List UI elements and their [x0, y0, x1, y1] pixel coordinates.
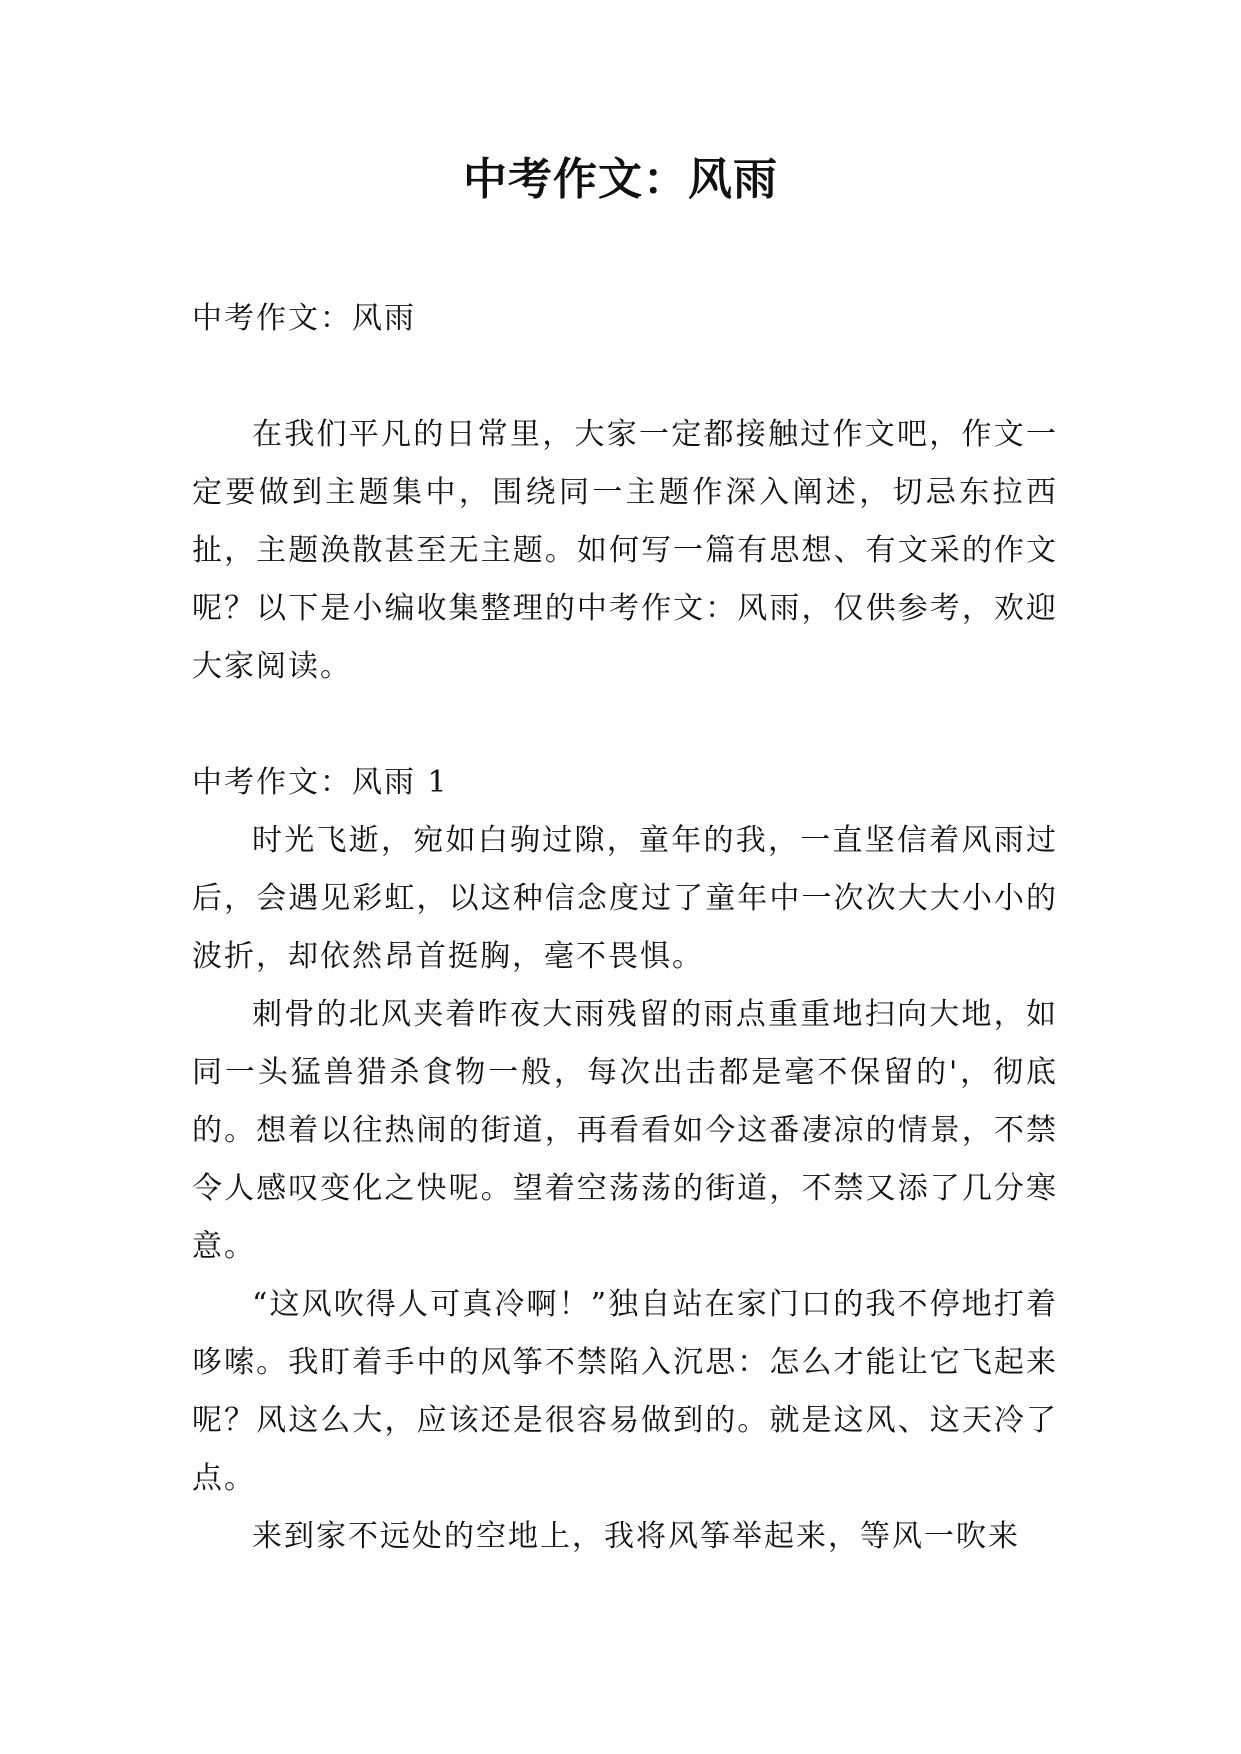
section-heading: 中考作文：风雨 1: [192, 765, 449, 800]
document-subtitle: 中考作文：风雨: [192, 301, 416, 336]
document-title: 中考作文：风雨: [463, 154, 778, 205]
spacer: [192, 348, 1058, 406]
body-paragraph: 刺骨的北风夹着昨夜大雨残留的雨点重重地扫向大地，如同一头猛兽猎杀食物一般，每次出击都是毫不保留的'，彻底的。想着以往热闹的街道，再看看如今这番凄凉的情景，不禁令人感叹变化之快呢。望着空荡荡的街道，不禁又添了几分寒意。: [192, 997, 1058, 1264]
body-paragraph: “这风吹得人可真冷啊！”独自站在家门口的我不停地打着哆嗦。我盯着手中的风筝不禁陷入沉思：怎么才能让它飞起来呢？风这么大，应该还是很容易做到的。就是这风、这天冷了点。: [192, 1287, 1058, 1496]
body-paragraph: 来到家不远处的空地上，我将风筝举起来，等风一吹来: [252, 1519, 1020, 1554]
document-body: [192, 290, 1058, 1566]
intro-paragraph: 在我们平凡的日常里，大家一定都接触过作文吧，作文一定要做到主题集中，围绕同一主题作深入阐述，切忌东拉西扯，主题涣散甚至无主题。如何写一篇有思想、有文采的作文呢？以下是小编收集整理的中考作文：风雨，仅供参考，欢迎大家阅读。: [192, 417, 1058, 684]
body-paragraph: 时光飞逝，宛如白驹过隙，童年的我，一直坚信着风雨过后，会遇见彩虹，以这种信念度过了童年中一次次大大小小的波折，却依然昂首挺胸，毫不畏惧。: [192, 823, 1058, 974]
spacer: [192, 696, 1058, 754]
